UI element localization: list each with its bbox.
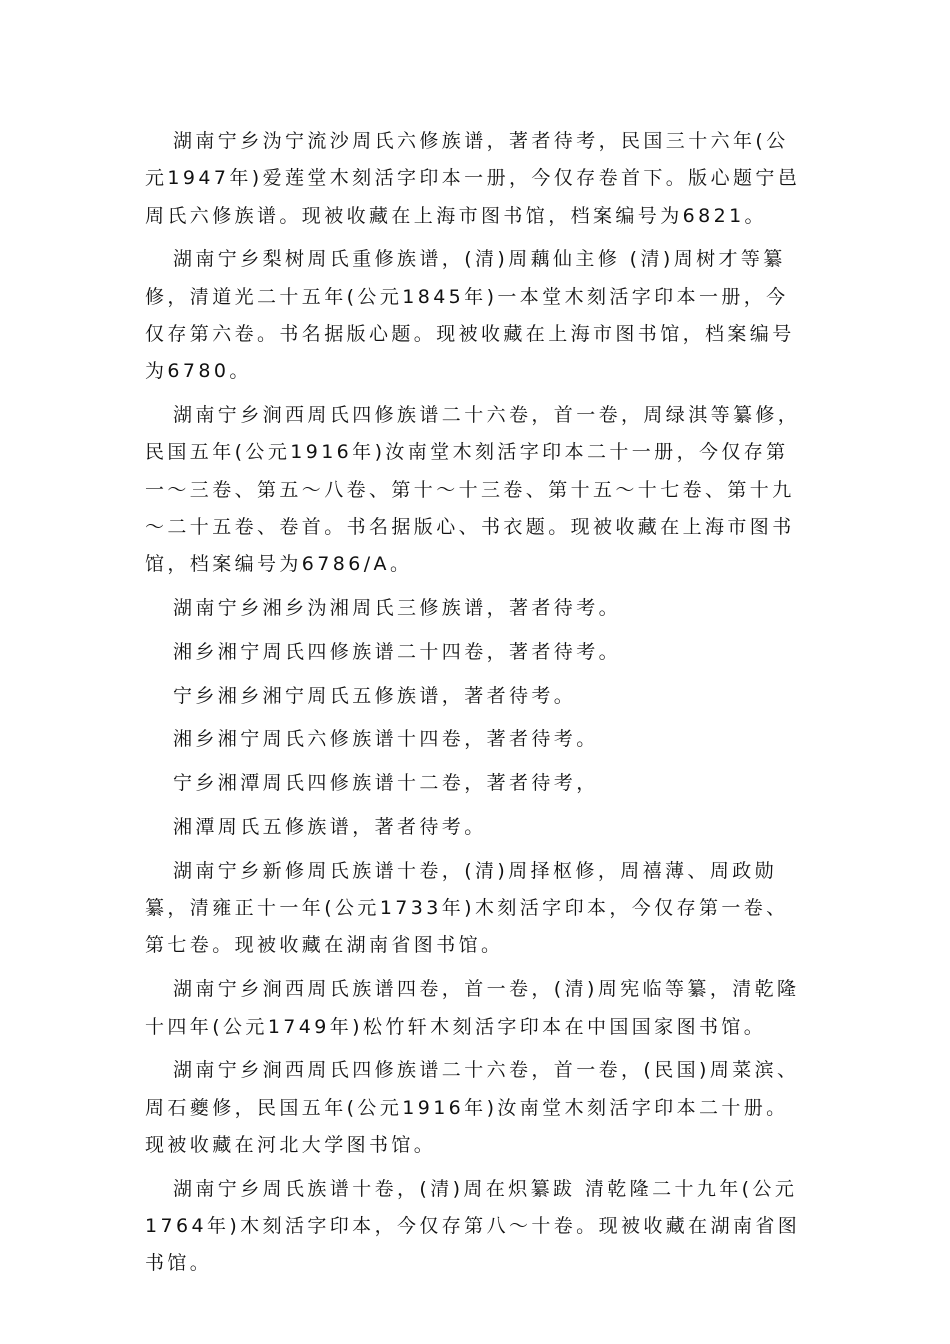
paragraph-13: 湖南宁乡周氏族谱十卷，(清)周在炽纂跋 清乾隆二十九年(公元1764年)木刻活字印本，今仅存第八～十卷。现被收藏在湖南省图书馆。 [145,1177,801,1275]
paragraph-8: 宁乡湘潭周氏四修族谱十二卷，著者待考， [173,772,599,795]
paragraph-3: 湖南宁乡涧西周氏四修族谱二十六卷，首一卷，周绿淇等纂修，民国五年(公元1916年)汝南堂木刻活字印本二十一册，今仅存第一～三卷、第五～八卷、第十～十三卷、第十五～十七卷、第十九～二十五卷、卷首。书名据版心、书衣题。现被收藏在上海市图书馆，档案编号为6786/A。 [145,404,801,576]
paragraph-6: 宁乡湘乡湘宁周氏五修族谱，著者待考。 [173,684,577,707]
paragraph-5: 湘乡湘宁周氏四修族谱二十四卷，著者待考。 [173,640,622,663]
paragraph-10: 湖南宁乡新修周氏族谱十卷，(清)周择枢修，周禧薄、周政勋纂，清雍正十一年(公元1733年)木刻活字印本，今仅存第一卷、第七卷。现被收藏在湖南省图书馆。 [145,859,789,957]
document-body [145,123,809,1289]
paragraph-4: 湖南宁乡湘乡沩湘周氏三修族谱，著者待考。 [173,597,622,620]
paragraph-11: 湖南宁乡涧西周氏族谱四卷，首一卷，(清)周宪临等纂，清乾隆十四年(公元1749年)松竹轩木刻活字印本在中国国家图书馆。 [145,978,800,1038]
paragraph-12: 湖南宁乡涧西周氏四修族谱二十六卷，首一卷，(民国)周菜滨、周石夔修，民国五年(公元1916年)汝南堂木刻活字印本二十册。现被收藏在河北大学图书馆。 [145,1059,800,1156]
paragraph-2: 湖南宁乡梨树周氏重修族谱，(清)周藕仙主修 (清)周树才等纂修，清道光二十五年(公元1845年)一本堂木刻活字印本一册，今仅存第六卷。书名据版心题。现被收藏在上海市图书馆，档案编号为6780。 [145,248,795,383]
paragraph-1: 湖南宁乡沩宁流沙周氏六修族谱，著者待考，民国三十六年(公元1947年)爱莲堂木刻活字印本一册，今仅存卷首下。版心题宁邑周氏六修族谱。现被收藏在上海市图书馆，档案编号为6821。 [145,130,801,227]
paragraph-9: 湘潭周氏五修族谱，著者待考。 [173,816,487,839]
paragraph-7: 湘乡湘宁周氏六修族谱十四卷，著者待考。 [173,728,599,751]
